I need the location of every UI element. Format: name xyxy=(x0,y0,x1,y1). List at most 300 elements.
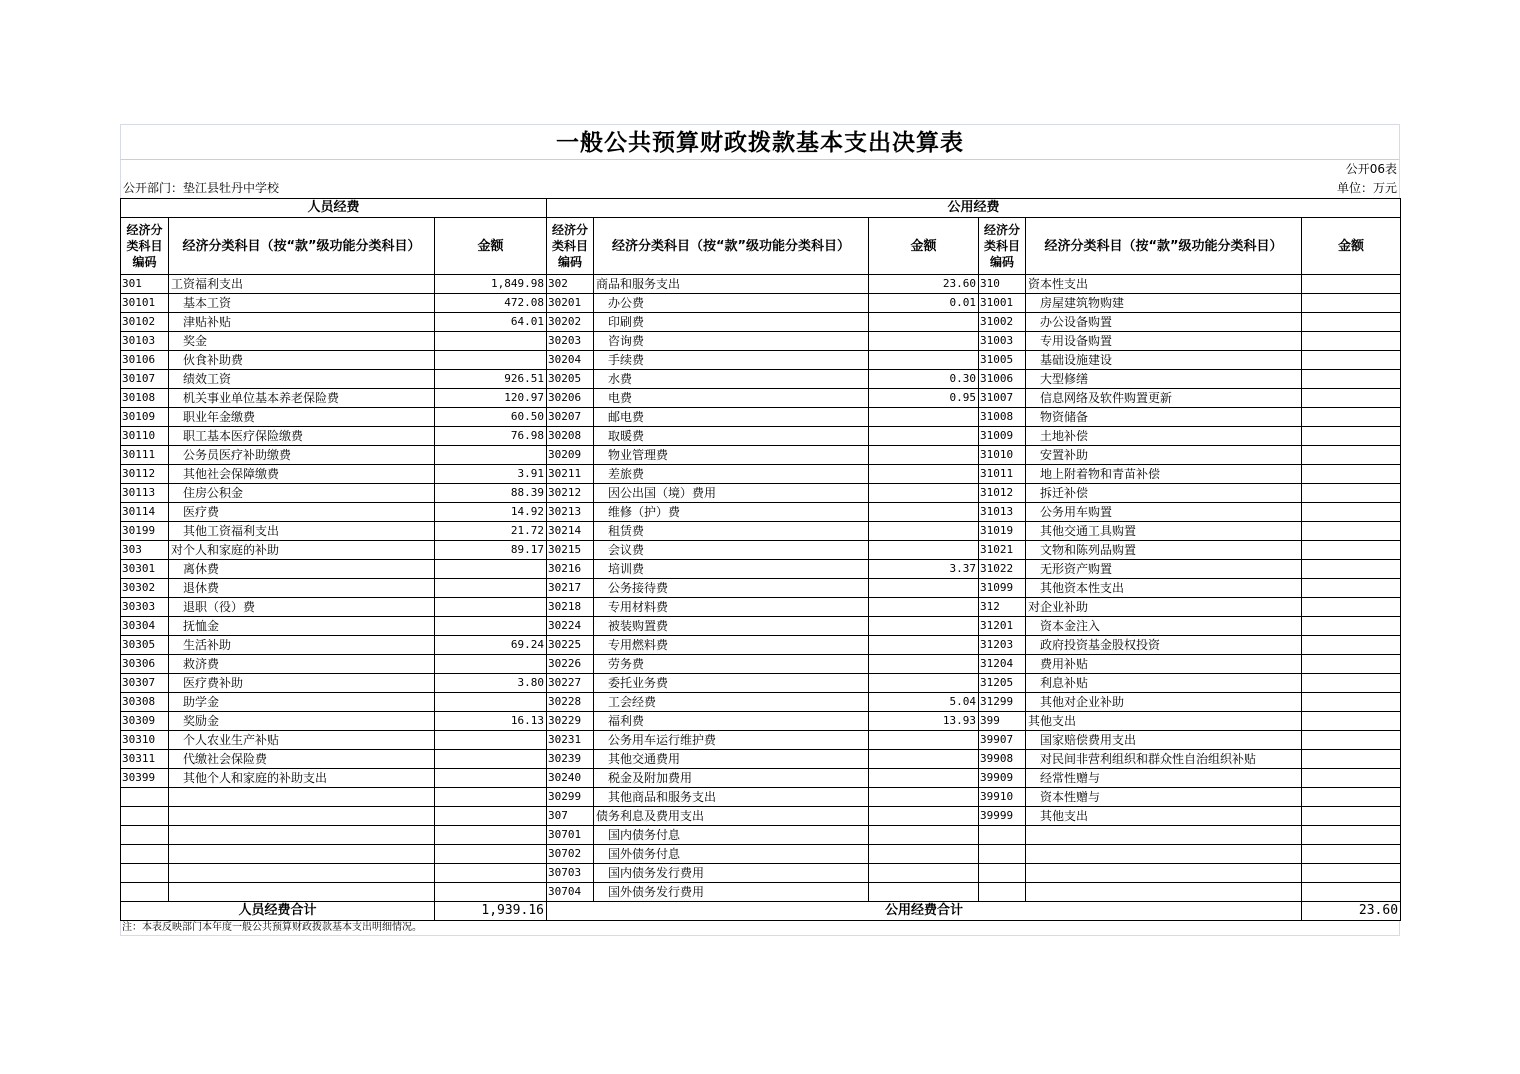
name-cell: 国外债务付息 xyxy=(594,845,869,864)
table-row xyxy=(121,389,1401,408)
table-row xyxy=(121,769,1401,788)
name-cell: 费用补贴 xyxy=(1026,655,1302,674)
name-cell: 基础设施建设 xyxy=(1026,351,1302,370)
name-cell: 土地补偿 xyxy=(1026,427,1302,446)
amount-cell xyxy=(1302,826,1401,845)
amount-cell xyxy=(435,788,547,807)
table-row xyxy=(121,788,1401,807)
code-cell: 302 xyxy=(547,275,594,294)
name-cell: 其他交通工具购置 xyxy=(1026,522,1302,541)
table-row xyxy=(121,465,1401,484)
name-cell: 救济费 xyxy=(169,655,435,674)
code-cell: 39999 xyxy=(979,807,1026,826)
name-cell: 其他对企业补助 xyxy=(1026,693,1302,712)
code-cell: 30227 xyxy=(547,674,594,693)
amount-cell: 5.04 xyxy=(869,693,979,712)
code-cell: 30301 xyxy=(121,560,169,579)
table-row xyxy=(121,522,1401,541)
code-cell: 30112 xyxy=(121,465,169,484)
code-cell xyxy=(979,826,1026,845)
amount-cell xyxy=(435,807,547,826)
table-row xyxy=(121,883,1401,902)
name-cell: 维修（护）费 xyxy=(594,503,869,522)
amount-cell xyxy=(1302,788,1401,807)
amount-cell xyxy=(869,313,979,332)
code-cell xyxy=(121,826,169,845)
code-cell: 30224 xyxy=(547,617,594,636)
amount-cell xyxy=(869,845,979,864)
code-cell: 31003 xyxy=(979,332,1026,351)
name-cell: 经常性赠与 xyxy=(1026,769,1302,788)
name-cell: 委托业务费 xyxy=(594,674,869,693)
table-row xyxy=(121,636,1401,655)
name-cell: 其他资本性支出 xyxy=(1026,579,1302,598)
table-row xyxy=(121,275,1401,294)
name-cell: 劳务费 xyxy=(594,655,869,674)
name-cell: 因公出国（境）费用 xyxy=(594,484,869,503)
amount-cell xyxy=(1302,370,1401,389)
table-row xyxy=(121,579,1401,598)
name-cell: 津贴补贴 xyxy=(169,313,435,332)
code-cell: 30702 xyxy=(547,845,594,864)
name-cell xyxy=(169,883,435,902)
amount-cell xyxy=(869,883,979,902)
code-cell: 312 xyxy=(979,598,1026,617)
code-cell: 30202 xyxy=(547,313,594,332)
amount-cell xyxy=(869,826,979,845)
amount-cell xyxy=(869,807,979,826)
code-cell: 31006 xyxy=(979,370,1026,389)
name-cell: 差旅费 xyxy=(594,465,869,484)
amount-cell: 69.24 xyxy=(435,636,547,655)
footnote: 注：本表反映部门本年度一般公共预算财政拨款基本支出明细情况。 xyxy=(120,921,1400,936)
code-cell: 31010 xyxy=(979,446,1026,465)
name-cell: 其他商品和服务支出 xyxy=(594,788,869,807)
amount-cell xyxy=(869,446,979,465)
code-cell: 307 xyxy=(547,807,594,826)
name-header: 经济分类科目（按“款”级功能分类科目） xyxy=(594,218,869,275)
code-cell: 30205 xyxy=(547,370,594,389)
code-cell: 30216 xyxy=(547,560,594,579)
code-cell: 30201 xyxy=(547,294,594,313)
name-cell: 电费 xyxy=(594,389,869,408)
code-cell: 30307 xyxy=(121,674,169,693)
name-cell: 会议费 xyxy=(594,541,869,560)
code-cell: 30240 xyxy=(547,769,594,788)
code-cell: 30701 xyxy=(547,826,594,845)
amount-cell xyxy=(435,750,547,769)
department-label: 公开部门：垫江县牡丹中学校 xyxy=(123,181,280,195)
code-cell: 30306 xyxy=(121,655,169,674)
amount-cell xyxy=(869,332,979,351)
table-body xyxy=(121,275,1401,902)
code-cell: 30299 xyxy=(547,788,594,807)
amount-cell xyxy=(1302,807,1401,826)
name-cell: 税金及附加费用 xyxy=(594,769,869,788)
amount-cell xyxy=(435,883,547,902)
code-cell: 399 xyxy=(979,712,1026,731)
amount-cell xyxy=(1302,864,1401,883)
code-cell xyxy=(121,883,169,902)
code-cell: 31022 xyxy=(979,560,1026,579)
name-cell: 政府投资基金股权投资 xyxy=(1026,636,1302,655)
table-row xyxy=(121,503,1401,522)
code-cell: 30217 xyxy=(547,579,594,598)
table-row xyxy=(121,598,1401,617)
amount-cell: 472.08 xyxy=(435,294,547,313)
amount-cell xyxy=(869,598,979,617)
table-row xyxy=(121,446,1401,465)
code-cell: 301 xyxy=(121,275,169,294)
table-row xyxy=(121,351,1401,370)
code-cell: 31011 xyxy=(979,465,1026,484)
name-cell: 信息网络及软件购置更新 xyxy=(1026,389,1302,408)
name-cell: 专用设备购置 xyxy=(1026,332,1302,351)
name-cell: 其他工资福利支出 xyxy=(169,522,435,541)
name-cell xyxy=(1026,864,1302,883)
name-cell: 医疗费 xyxy=(169,503,435,522)
name-cell: 奖金 xyxy=(169,332,435,351)
name-cell: 抚恤金 xyxy=(169,617,435,636)
name-cell: 印刷费 xyxy=(594,313,869,332)
name-cell: 对民间非营利组织和群众性自治组织补贴 xyxy=(1026,750,1302,769)
amount-cell xyxy=(1302,389,1401,408)
name-cell: 工资福利支出 xyxy=(169,275,435,294)
amount-cell xyxy=(1302,446,1401,465)
name-cell: 其他交通费用 xyxy=(594,750,869,769)
amount-cell: 0.01 xyxy=(869,294,979,313)
code-cell: 30704 xyxy=(547,883,594,902)
code-cell: 31019 xyxy=(979,522,1026,541)
amount-cell: 76.98 xyxy=(435,427,547,446)
code-header: 经济分类科目编码 xyxy=(547,218,594,275)
code-cell: 30110 xyxy=(121,427,169,446)
name-cell: 邮电费 xyxy=(594,408,869,427)
amount-cell xyxy=(1302,522,1401,541)
budget-sheet xyxy=(120,124,1400,936)
amount-cell xyxy=(435,560,547,579)
amount-cell xyxy=(869,465,979,484)
public-section-title: 公用经费 xyxy=(547,199,1401,218)
code-cell: 31021 xyxy=(979,541,1026,560)
name-cell: 公务员医疗补助缴费 xyxy=(169,446,435,465)
table-row xyxy=(121,731,1401,750)
amount-cell: 120.97 xyxy=(435,389,547,408)
table-row xyxy=(121,370,1401,389)
amount-cell xyxy=(435,579,547,598)
amount-cell xyxy=(869,522,979,541)
code-cell xyxy=(121,864,169,883)
amount-cell xyxy=(435,351,547,370)
amount-cell xyxy=(1302,541,1401,560)
amount-cell xyxy=(1302,598,1401,617)
name-cell: 公务用车运行维护费 xyxy=(594,731,869,750)
amount-cell: 0.30 xyxy=(869,370,979,389)
code-cell: 30231 xyxy=(547,731,594,750)
name-cell: 取暖费 xyxy=(594,427,869,446)
amount-cell xyxy=(869,750,979,769)
code-cell: 30199 xyxy=(121,522,169,541)
table-row xyxy=(121,408,1401,427)
name-cell: 无形资产购置 xyxy=(1026,560,1302,579)
code-cell: 30218 xyxy=(547,598,594,617)
code-cell: 30239 xyxy=(547,750,594,769)
code-cell: 30106 xyxy=(121,351,169,370)
name-cell: 机关事业单位基本养老保险费 xyxy=(169,389,435,408)
name-cell: 拆迁补偿 xyxy=(1026,484,1302,503)
name-cell: 公务接待费 xyxy=(594,579,869,598)
code-cell: 31203 xyxy=(979,636,1026,655)
name-cell xyxy=(169,826,435,845)
code-cell: 30203 xyxy=(547,332,594,351)
amount-cell: 88.39 xyxy=(435,484,547,503)
table-row xyxy=(121,427,1401,446)
name-cell: 商品和服务支出 xyxy=(594,275,869,294)
amount-cell xyxy=(1302,674,1401,693)
code-cell: 30102 xyxy=(121,313,169,332)
amount-cell xyxy=(1302,731,1401,750)
amount-cell xyxy=(869,674,979,693)
amount-cell: 3.37 xyxy=(869,560,979,579)
code-cell xyxy=(979,845,1026,864)
code-cell: 30215 xyxy=(547,541,594,560)
amount-cell: 3.91 xyxy=(435,465,547,484)
name-cell: 安置补助 xyxy=(1026,446,1302,465)
name-cell xyxy=(1026,826,1302,845)
code-cell xyxy=(121,807,169,826)
code-cell: 39910 xyxy=(979,788,1026,807)
name-cell: 国外债务发行费用 xyxy=(594,883,869,902)
name-cell: 资本性支出 xyxy=(1026,275,1302,294)
amount-cell xyxy=(435,731,547,750)
code-cell: 30101 xyxy=(121,294,169,313)
name-header: 经济分类科目（按“款”级功能分类科目） xyxy=(1026,218,1302,275)
name-cell: 基本工资 xyxy=(169,294,435,313)
code-cell: 31099 xyxy=(979,579,1026,598)
code-cell: 31001 xyxy=(979,294,1026,313)
amount-cell xyxy=(869,617,979,636)
amount-cell: 64.01 xyxy=(435,313,547,332)
name-cell: 对个人和家庭的补助 xyxy=(169,541,435,560)
amount-cell: 23.60 xyxy=(869,275,979,294)
code-cell: 30214 xyxy=(547,522,594,541)
amount-header: 金额 xyxy=(1302,218,1401,275)
code-cell: 30399 xyxy=(121,769,169,788)
code-cell: 30225 xyxy=(547,636,594,655)
name-cell xyxy=(1026,845,1302,864)
code-cell: 31008 xyxy=(979,408,1026,427)
code-cell: 30114 xyxy=(121,503,169,522)
table-row xyxy=(121,845,1401,864)
amount-cell: 21.72 xyxy=(435,522,547,541)
name-cell: 代缴社会保险费 xyxy=(169,750,435,769)
code-cell xyxy=(979,883,1026,902)
amount-cell xyxy=(1302,313,1401,332)
amount-cell: 0.95 xyxy=(869,389,979,408)
amount-cell xyxy=(1302,560,1401,579)
code-cell: 39907 xyxy=(979,731,1026,750)
code-cell: 30213 xyxy=(547,503,594,522)
code-cell: 310 xyxy=(979,275,1026,294)
code-cell: 30310 xyxy=(121,731,169,750)
department-row xyxy=(120,179,1400,198)
name-cell: 绩效工资 xyxy=(169,370,435,389)
personnel-total-amount: 1,939.16 xyxy=(435,902,547,921)
code-cell: 31205 xyxy=(979,674,1026,693)
table-row xyxy=(121,807,1401,826)
code-cell: 30308 xyxy=(121,693,169,712)
amount-cell: 13.93 xyxy=(869,712,979,731)
name-cell: 文物和陈列品购置 xyxy=(1026,541,1302,560)
name-cell: 物业管理费 xyxy=(594,446,869,465)
code-cell: 30103 xyxy=(121,332,169,351)
code-cell: 30109 xyxy=(121,408,169,427)
amount-cell xyxy=(869,864,979,883)
table-row xyxy=(121,294,1401,313)
amount-cell xyxy=(869,788,979,807)
amount-cell xyxy=(1302,712,1401,731)
amount-cell xyxy=(435,617,547,636)
amount-cell xyxy=(435,769,547,788)
code-cell: 30212 xyxy=(547,484,594,503)
table-row xyxy=(121,655,1401,674)
name-cell: 手续费 xyxy=(594,351,869,370)
table-row xyxy=(121,674,1401,693)
code-cell: 39908 xyxy=(979,750,1026,769)
name-header: 经济分类科目（按“款”级功能分类科目） xyxy=(169,218,435,275)
code-cell: 30206 xyxy=(547,389,594,408)
name-cell: 房屋建筑物购建 xyxy=(1026,294,1302,313)
amount-cell xyxy=(435,864,547,883)
code-cell: 30229 xyxy=(547,712,594,731)
name-cell: 生活补助 xyxy=(169,636,435,655)
code-cell: 31007 xyxy=(979,389,1026,408)
amount-cell xyxy=(435,655,547,674)
amount-cell xyxy=(869,503,979,522)
amount-cell: 89.17 xyxy=(435,541,547,560)
code-cell: 30111 xyxy=(121,446,169,465)
code-cell: 31299 xyxy=(979,693,1026,712)
amount-cell xyxy=(1302,750,1401,769)
table-row xyxy=(121,617,1401,636)
name-cell: 个人农业生产补贴 xyxy=(169,731,435,750)
name-cell: 其他支出 xyxy=(1026,712,1302,731)
name-cell: 国家赔偿费用支出 xyxy=(1026,731,1302,750)
code-cell: 31009 xyxy=(979,427,1026,446)
code-cell xyxy=(121,845,169,864)
amount-header: 金额 xyxy=(435,218,547,275)
name-cell: 奖励金 xyxy=(169,712,435,731)
code-cell: 30107 xyxy=(121,370,169,389)
name-cell: 大型修缮 xyxy=(1026,370,1302,389)
code-cell: 30309 xyxy=(121,712,169,731)
amount-cell xyxy=(435,845,547,864)
name-cell: 离休费 xyxy=(169,560,435,579)
public-total-label: 公用经费合计 xyxy=(547,902,1302,921)
name-cell: 伙食补助费 xyxy=(169,351,435,370)
amount-cell xyxy=(1302,845,1401,864)
table-row xyxy=(121,560,1401,579)
public-total-amount: 23.60 xyxy=(1302,902,1401,921)
name-cell: 物资储备 xyxy=(1026,408,1302,427)
amount-cell xyxy=(435,446,547,465)
code-cell: 30211 xyxy=(547,465,594,484)
amount-cell xyxy=(1302,883,1401,902)
amount-cell xyxy=(1302,636,1401,655)
code-cell: 31013 xyxy=(979,503,1026,522)
amount-cell xyxy=(869,427,979,446)
name-cell: 资本金注入 xyxy=(1026,617,1302,636)
name-cell: 地上附着物和青苗补偿 xyxy=(1026,465,1302,484)
amount-cell xyxy=(1302,427,1401,446)
amount-cell xyxy=(1302,503,1401,522)
name-cell: 住房公积金 xyxy=(169,484,435,503)
name-cell: 其他社会保障缴费 xyxy=(169,465,435,484)
amount-cell xyxy=(1302,484,1401,503)
name-cell: 医疗费补助 xyxy=(169,674,435,693)
name-cell: 办公费 xyxy=(594,294,869,313)
amount-cell: 926.51 xyxy=(435,370,547,389)
amount-cell xyxy=(1302,617,1401,636)
table-row xyxy=(121,484,1401,503)
name-cell: 助学金 xyxy=(169,693,435,712)
amount-cell xyxy=(1302,465,1401,484)
name-cell xyxy=(169,864,435,883)
code-cell xyxy=(121,788,169,807)
amount-cell xyxy=(869,351,979,370)
name-cell: 职工基本医疗保险缴费 xyxy=(169,427,435,446)
code-cell: 30303 xyxy=(121,598,169,617)
name-cell: 利息补贴 xyxy=(1026,674,1302,693)
code-cell: 31201 xyxy=(979,617,1026,636)
amount-cell xyxy=(869,636,979,655)
table-row xyxy=(121,313,1401,332)
code-cell: 39909 xyxy=(979,769,1026,788)
code-cell: 30108 xyxy=(121,389,169,408)
amount-cell xyxy=(869,579,979,598)
code-cell: 30305 xyxy=(121,636,169,655)
amount-cell xyxy=(1302,275,1401,294)
amount-cell xyxy=(869,769,979,788)
amount-header: 金额 xyxy=(869,218,979,275)
amount-cell xyxy=(869,484,979,503)
name-cell: 培训费 xyxy=(594,560,869,579)
column-header-row xyxy=(121,218,1401,275)
name-cell xyxy=(169,807,435,826)
amount-cell xyxy=(1302,408,1401,427)
code-cell: 30207 xyxy=(547,408,594,427)
name-cell: 其他支出 xyxy=(1026,807,1302,826)
code-cell: 30113 xyxy=(121,484,169,503)
amount-cell xyxy=(435,693,547,712)
amount-cell xyxy=(435,332,547,351)
amount-cell xyxy=(869,408,979,427)
form-number-row xyxy=(120,160,1400,179)
code-cell: 30204 xyxy=(547,351,594,370)
name-cell: 对企业补助 xyxy=(1026,598,1302,617)
amount-cell xyxy=(869,655,979,674)
code-cell: 30208 xyxy=(547,427,594,446)
amount-cell: 1,849.98 xyxy=(435,275,547,294)
section-header-row xyxy=(121,199,1401,218)
name-cell xyxy=(169,788,435,807)
table-row xyxy=(121,826,1401,845)
code-cell: 31012 xyxy=(979,484,1026,503)
amount-cell xyxy=(1302,294,1401,313)
name-cell: 国内债务付息 xyxy=(594,826,869,845)
code-cell xyxy=(979,864,1026,883)
amount-cell xyxy=(435,826,547,845)
